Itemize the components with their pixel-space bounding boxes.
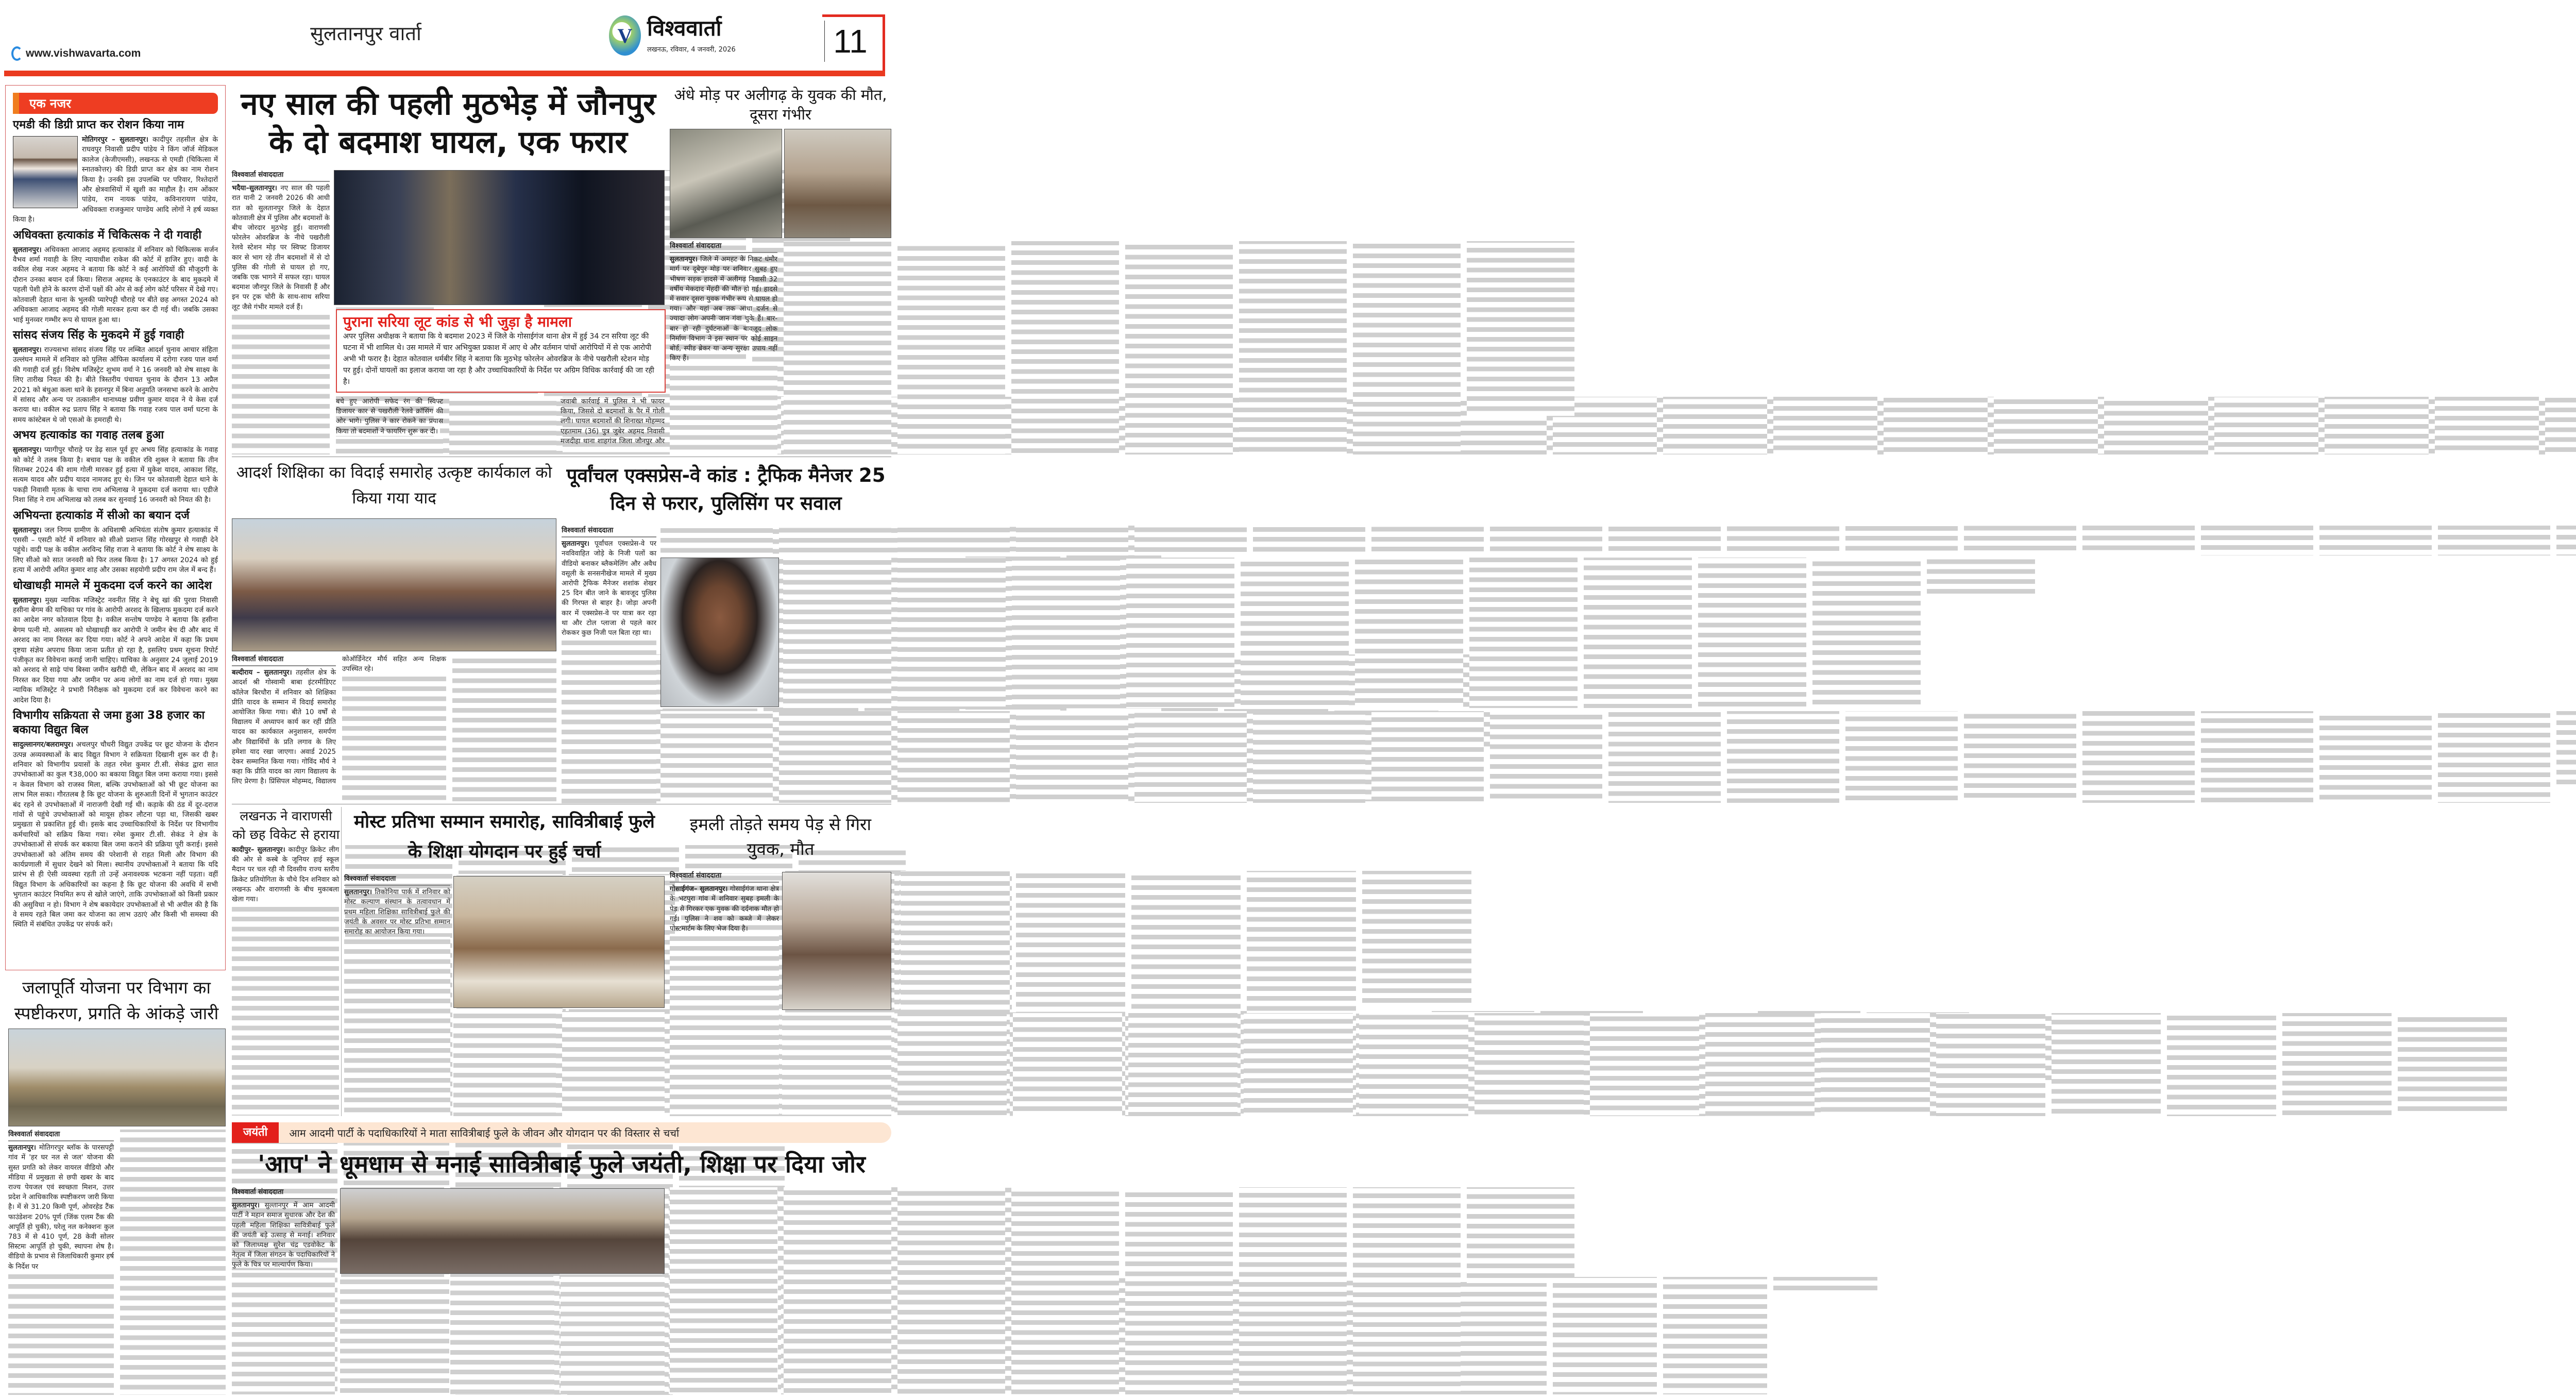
award-ceremony-photo	[453, 876, 665, 1008]
brief-text: प्यागीपुर चौराहे पर डेढ़ साल पूर्व हुए अभय सिंह हत्याकांड के गवाह को कोर्ट ने तलब किया है। बचाव पक्ष के वकील रवि शुक्ल ने बताया कि तीन सितम्बर 2024 की शाम गोली मारकर हुई हत्या में मुकेश यादव, आकाश सिंह, सत्यम यादव और प्रदीप यादव नामजद हुए थे। जिन पर कोतवाली देहात थाने के पकड़ी निवासी मृतक के चाचा राम अभिलाख ने मुकदमा दर्ज कराया था। एडीजे निशा सिंह ने राम अभिलाख को तलब कर सुनवाई 16 जनवरी को नियत की है।	[13, 446, 218, 504]
news-brief	[13, 228, 218, 325]
brief-dateline: सुलतानपुर।	[13, 245, 42, 254]
lead-story-column-1	[232, 170, 330, 454]
story-text: मोतिगरपुर ब्लॉक के पारसपट्टी गांव में 'हर घर नल से जल' योजना की सुस्त प्रगति को लेकर वायरल वीडियो और मीडिया में प्रमुखता से छपी खबर के बाद राज्य पेयजल एवं स्वच्छता मिशन, उत्तर प्रदेश ने आधिकारिक स्पष्टीकरण जारी किया है। में से 31.20 किमी पूर्ण, ओवरहेड टैंक फाउंडेशनः 20% पूर्ण (जिंक एलम टैंक की आपूर्ति हो चुकी), घरेलू नल कनेक्शनः कुल 783 में से 410 पूर्ण, 28 केवी सोलर सिस्टमः आपूर्ति हो चुकी, स्थापना शेष है। वीडियो के प्रभाव से जिलाधिकारी कुमार हर्ष के निर्देश पर	[8, 1144, 114, 1271]
sidebar-label: एक नजर	[13, 93, 218, 114]
sidebar-box	[336, 309, 666, 393]
victim-portrait-photo	[782, 872, 891, 1010]
lead-story-continued	[336, 397, 556, 454]
brief-body	[13, 526, 218, 576]
brief-text: अधिवक्ता आजाद अहमद हत्याकांड में शनिवार को चिकित्सक सर्जन वैभव शर्मा गवाही के लिए न्यायाधीश राकेश की कोर्ट में हाजिर हुए। वादी के वकील शेख नजर अहमद ने बताया कि कोर्ट ने कई आरोपियों की मौजूदगी के दौरान उनका बयान दर्ज किया। सिराज अहमद के एनकाउंटर के बाद मुकदमे में पहली पेशी होने के कारण दोनों पक्षों की ओर से कई लोग कोर्ट परिसर में देखे गए। कोतवाली देहात थाना के भुलकी प्यारेपट्टी चौराहे पर बीते छह अगस्त 2024 को अधिवक्ता आजाद अहमद की गोली मारकर हत्या कर दी गई थी। जबकि उसका भाई मुनव्वर गम्भीर रूप से घायल हुआ था।	[13, 245, 218, 324]
story-dateline: बल्दीराय – सुलतानपुर।	[232, 669, 292, 677]
news-brief	[13, 328, 218, 425]
brief-dateline: सुलतानपुर।	[13, 526, 42, 534]
brief-body	[13, 445, 218, 505]
text-filler	[660, 526, 2576, 555]
brief-dateline: सुलतानपुर।	[13, 596, 42, 604]
brand-name: विश्ववार्ता	[647, 15, 722, 41]
brief-headline: सांसद संजय सिंह के मुकदमे में हुई गवाही	[13, 328, 184, 342]
jayanti-tag: जयंती	[232, 1122, 279, 1143]
story-text: सुल्तानपुर में आम आदमी पार्टी ने महान समाज सुधारक और देश की पहली महिला शिक्षिका सावित्रीबाई फुले की जयंती बड़े उत्साह से मनाई। शनिवार को जिलाध्यक्ष सुरेश चंद्र एडवोकेट के नेतृत्व में जिला संगठन के पदाधिकारियों ने फुले के चित्र पर माल्यार्पण किया।	[232, 1202, 335, 1269]
brand-logo-icon: V	[609, 15, 641, 56]
news-brief	[13, 709, 218, 930]
expressway-body-top	[660, 526, 891, 555]
lead-text: नए साल की पहली रात यानी 2 जनवरी 2026 की आधी रात को सुलतानपुर जिले के देहात कोतवाली क्षेत्र में पुलिस और बदमाशों के बीच जोरदार मुठभेड़ हुई। वाराणसी फोरलेन ओवरब्रिज के नीचे पखरौली रेलवे स्टेशन मोड़ पर स्विफ्ट डिजायर कार से भाग रहे तीन बदमाशों में से दो पुलिस की गोली से घायल हो गए, जबकि एक भागने में सफल रहा। घायल बदमाश जौनपुर जिले के निवासी हैं और इन पर ट्रक चोरी के साथ-साथ सरिया लूट जैसे गंभीर मामले दर्ज हैं।	[232, 184, 330, 311]
brief-headline: धोखाधड़ी मामले में मुकदमा दर्ज करने का आदेश	[13, 579, 212, 592]
expressway-body	[562, 526, 656, 804]
lead-story-column-4	[561, 397, 665, 454]
page-number: 11	[824, 21, 871, 62]
most-headline: मोस्ट प्रतिभा सम्मान समारोह, सावित्रीबाई फुले के शिक्षा योगदान पर हुई चर्चा	[354, 812, 655, 862]
lead-headline: नए साल की पहली मुठभेड़ में जौनपुर के दो बदमाश घायल, एक फरार	[241, 86, 656, 160]
brief-body	[13, 245, 218, 325]
website-url[interactable]	[11, 46, 141, 61]
aap-headline: 'आप' ने धूमधाम से मनाई सावित्रीबाई फुले जयंती, शिक्षा पर दिया जोर	[258, 1150, 866, 1178]
story-dateline: कादीपुर– सुलतानपुर।	[232, 846, 285, 854]
ek-nazar-sidebar	[5, 85, 226, 970]
aap-body-continued	[340, 1277, 665, 1394]
brief-headline: अभियन्ता हत्याकांड में सीओ का बयान दर्ज	[13, 509, 190, 522]
header-divider	[4, 71, 885, 76]
brief-text: कादीपुर तहसील क्षेत्र के राघवपुर निवासी प्रदीप पांडेय ने किंग जॉर्ज मेडिकल कालेज (केजीएमसी), लखनऊ से एमडी (चिकित्सा में स्नातकोत्तर) की डिग्री प्राप्त कर क्षेत्र का नाम रोशन किया है। उनकी इस उपलब्धि पर परिवार, रिश्तेदारों और क्षेत्रवासियों में खुशी का माहौल है। राम ओंकार पांडेय, राम नायक पांडेय, कविनारायण पांडेय, अधिवक्ता राजकुमार पाण्डेय आदि लोगों ने हर्ष व्यक्त किया है।	[13, 136, 218, 224]
cricket-headline: लखनऊ ने वाराणसी को छह विकेट से हराया	[232, 809, 340, 842]
encounter-police-photo	[334, 170, 665, 305]
brief-body	[13, 345, 218, 425]
brief-dateline: मोतिगरपुर – सुलतानपुर।	[82, 136, 148, 144]
imli-headline: इमली तोड़ते समय पेड़ से गिरा युवक, मौत	[689, 814, 872, 859]
expressway-body-right	[783, 558, 891, 708]
strap-text: आम आदमी पार्टी के पदाधिकारियों ने माता सावित्रीबाई फुले के जीवन और योगदान पर की विस्तार से चर्चा	[289, 1126, 680, 1139]
box-text: अपर पुलिस अधीक्षक ने बताया कि ये बदमाश 2023 में जिले के गोसाईगंज थाना क्षेत्र में हुई 34 टन सरिया लूट की घटना में भी शामिल थे। उस मामले में चार अभियुक्त प्रकाश में आए थे और वर्तमान पांचों आरोपियों में से एक आरोपी अभी भी फरार है। देहात कोतवाल धर्मबीर सिंह ने बताया कि मुठभेड़ फोरलेन ओवरब्रिज के नीचे पखरौली स्टेशन मोड़ पर हुई। दोनों घायलों का इलाज कराया जा रहा है और उच्चाधिकारियों के निर्देश पर अग्रिम विधिक कार्रवाई की जा रही है।	[343, 332, 654, 386]
section-title: सुलतानपुर वार्ता	[310, 22, 421, 45]
byline: विश्ववार्ता संवाददाता	[562, 526, 656, 537]
imli-body	[670, 871, 779, 1116]
byline: विश्ववार्ता संवाददाता	[232, 170, 330, 182]
story-dateline: सुलतानपुर।	[8, 1144, 36, 1152]
dateline: लखनऊ, रविवार, 4 जनवरी, 2026	[647, 46, 736, 54]
water-project-site-photo	[8, 1029, 226, 1126]
water-headline: जलापूर्ति योजना पर विभाग का स्पष्टीकरण, प्रगति के आंकड़े जारी	[14, 978, 219, 1023]
lead-continuation: बचे हुए आरोपी सफेद रंग की स्विफ्ट डिजायर कार से पखरौली रेलवे क्रॉसिंग की ओर भागे। पुलिस ने कार रोकने का प्रयास किया तो बदमाशों ने फायरिंग शुरू कर दी।	[336, 398, 443, 435]
accident-car-photo	[670, 129, 782, 238]
aap-jayanti-photo	[340, 1188, 665, 1274]
brief-text: राज्यसभा सांसद संजय सिंह पर लम्बित आदर्श चुनाव आचार संहिता उल्लंघन मामले में शनिवार को पुलिस ऑफिस कार्यालय में दरोगा रजय पाल वर्मा की गवाही दर्ज हुई। विशेष मजिस्ट्रेट शुभम वर्मा ने 16 जनवरी को शेष साक्ष्य के लिए तारीख नियत की है। बीते त्रिस्तरीय पंचायत चुनाव के दौरान 13 अप्रैल 2021 को बंधुआ कला थाने के हसनपुर में बिना अनुमति जनसभा करने के आरोप में सांसद और अन्य पर तत्कालीन थानाध्यक्ष प्रवीण कुमार यादव ने ये केस दर्ज कराया था। वकील रुद्र प्रताप सिंह ने बताया कि गवाह रजय पाल वर्मा घटना के समय कांस्टेबल थे जो एसओ के हमराही थे।	[13, 345, 218, 424]
browser-e-icon	[11, 46, 23, 61]
brief-text: अचलपुर चौधरी विद्युत उपकेंद्र पर छूट योजना के दौरान उत्पन्न अव्यवस्थाओं के बाद विद्युत विभाग ने सक्रियता दिखानी शुरू कर दी है। शनिवार को विभागीय प्रयासों के तहत रमेश कुमार टी.सी. सेकंड द्वारा सात उपभोक्ताओं का कुल ₹38,000 का बकाया विद्युत बिल जमा कराया गया। इससे न केवल विभाग को राजस्व मिला, बल्कि उपभोक्ताओं को भी छूट योजना का लाभ मिल सका। गौरतलब है कि छूट योजना के शुरुआती दिनों में भुगतान काउंटर बंद रहने से उपभोक्ताओं में नाराजगी देखी गई थी। कड़ाके की ठंड में दूर-दराज गांवों से पहुंचे उपभोक्ताओं को मायूस होकर लौटना पड़ा था, जिसकी खबर प्रमुखता से प्रकाशित हुई थी। इसके बाद उच्चाधिकारियों के निर्देश पर विभागीय कर्मचारियों को सक्रिय किया गया। रमेश कुमार टी.सी. सेकंड ने क्षेत्र के उपभोक्ताओं से संपर्क कर बकाया बिल जमा कराने की प्रक्रिया पूरी कराई। इससे उपभोक्ताओं को अंतिम समय की परेशानी से राहत मिली और विभाग की कार्यप्रणाली में सुधार देखने को मिला। स्थानीय उपभोक्ताओं ने बताया कि यदि प्रारंभ से ही ऐसी व्यवस्था रहती तो उन्हें अनावश्यक भटकना नहीं पड़ता। वहीं विद्युत विभाग के अधिकारियों का कहना है कि छूट योजना की अवधि में सभी भुगतान काउंटर नियमित रूप से खोले जाएंगे, ताकि उपभोक्ताओं को किसी प्रकार की असुविधा न हो। विभाग ने शेष बकायेदार उपभोक्ताओं से भी अपील की है कि वे समय रहते बिल जमा कर योजना का लाभ उठाएं और किसी भी समस्या की स्थिति में संबंधित उपकेंद्र पर संपर्क करें।	[13, 740, 218, 929]
doctor-portrait-photo	[13, 136, 78, 208]
brief-text: जल निगम ग्रामीण के अधिशाषी अभियंता संतोष कुमार हत्याकांड में एससी – एसटी कोर्ट में शनिवार को सीओ प्रशान्त सिंह गोरखपुर से गवाही देने पहुंचे। वादी पक्ष के वकील अरविन्द सिंह राजा ने बताया कि कोर्ट ने शेष साक्ष्य के लिए सीओ को सात जनवरी को फिर तलब किया है। 17 अगस्त 2024 को हुई हत्या में आरोपी अमित कुमार शाह और उसका सहयोगी प्रदीप राम जेल में बन्द हैं।	[13, 526, 218, 575]
byline: विश्ववार्ता संवाददाता	[232, 1187, 335, 1199]
aap-body	[232, 1187, 335, 1394]
story-text: कादीपुर क्रिकेट लीग की ओर से कस्बे के जूनियर हाई स्कूल मैदान पर चल रही नौ दिवसीय राज्य स्तरीय क्रिकेट प्रतियोगिता के चौथे दिन शनिवार को लखनऊ और वाराणसी के बीच मुकाबला खेला गया।	[232, 846, 339, 904]
story-dateline: सुलतानपुर।	[344, 888, 372, 897]
farewell-ceremony-photo	[232, 518, 556, 651]
story-dateline: सुलतानपुर।	[232, 1202, 260, 1210]
brief-dateline: सुलतानपुर।	[13, 345, 42, 354]
brief-headline: अभय हत्याकांड का गवाह तलब हुआ	[13, 429, 164, 442]
byline: विश्ववार्ता संवाददाता	[670, 871, 779, 883]
brief-dateline: सुलतानपुर।	[13, 446, 42, 454]
crowd-photo	[784, 129, 891, 238]
teacher-headline: आदर्श शिक्षिका का विदाई समारोह उत्कृष्ट कार्यकाल को किया गया याद	[236, 463, 552, 508]
expressway-headline: पूर्वांचल एक्सप्रेस-वे कांड : ट्रैफिक मैनेजर 25 दिन से फरार, पुलिसिंग पर सवाल	[566, 464, 886, 514]
text-filler	[783, 558, 2035, 708]
news-brief	[13, 118, 218, 225]
story-text: गोसाईगंज थाना क्षेत्र के भटपुरा गांव में शनिवार सुबह इमली के पेड़ से गिरकर एक युवक की दर्दनाक मौत हो गई। पुलिस ने शव को कब्जे में लेकर पोस्टमार्टम के लिए भेज दिया है।	[670, 885, 779, 933]
text-filler	[660, 711, 2576, 803]
most-body	[344, 874, 450, 1116]
byline: विश्ववार्ता संवाददाता	[232, 654, 336, 666]
website-url-text: www.vishwavarta.com	[26, 47, 141, 59]
news-brief	[13, 428, 218, 505]
news-brief	[13, 509, 218, 576]
byline: विश्ववार्ता संवाददाता	[670, 241, 777, 253]
column-rule	[341, 807, 342, 1116]
masthead	[609, 15, 736, 56]
lead-continuation: जवाबी कार्रवाई में पुलिस ने भी फायर किया, जिससे दो बदमाशों के पैर में गोली लगी। घायल बदमाशों की शिनाख्त मोहम्मद एहतमाम (36) पुत्र जुबेर अहमद निवासी मजदीहा थाना शाहगंज जिला जौनपुर और	[561, 398, 665, 445]
aligarh-headline: अंधे मोड़ पर अलीगढ़ के युवक की मौत, दूसरा गंभीर	[674, 86, 887, 123]
teacher-body	[232, 654, 556, 801]
accused-portrait-photo	[660, 558, 779, 707]
brief-body	[13, 740, 218, 930]
story-dateline: सुलतानपुर।	[670, 256, 698, 264]
brief-headline: अधिवक्ता हत्याकांड में चिकित्सक ने दी गवाही	[13, 228, 201, 242]
aligarh-body	[670, 241, 891, 454]
most-body-continued	[453, 1011, 665, 1116]
byline: विश्ववार्ता संवाददाता	[8, 1130, 114, 1141]
water-body	[8, 1130, 226, 1395]
brief-headline: एमडी की डिग्री प्राप्त कर रोशन किया नाम	[13, 119, 184, 131]
story-dateline: सुलतानपुर।	[562, 540, 589, 548]
text-filler	[782, 1013, 2507, 1116]
box-title: पुराना सरिया लूट कांड से भी जुड़ा है मामला	[343, 313, 572, 330]
news-brief	[13, 579, 218, 705]
aap-body-right	[670, 1187, 891, 1394]
story-text: जिले में अमहट के निकट धंमौर मार्ग पर दूबेपुर मोड़ पर शनिवार सुबह हुए भीषण सड़क हादसे में अलीगढ़ निवासी 32 वर्षीय मेकदाद मेंहदी की मौत हो गई। हादसे में सवार दूसरा युवक गंभीर रूप से घायल हो गया। और यहां अब तक आधा दर्जन से ज्यादा लोग अपनी जान गंवा चुके हैं। बार-बार हो रही दुर्घटनाओं के बावजूद लोक निर्माण विभाग ने इस स्थान पर कोई साइन बोर्ड, स्पीड ब्रेकर या अन्य सुरक्षा उपाय नहीं किए हैं।	[670, 256, 777, 363]
brief-dateline: सादुल्लानगर/बलरामपुर।	[13, 740, 74, 749]
story-text: तिकोनिया पार्क में शनिवार को मोस्ट कल्याण संस्थान के तत्वावधान में प्रथम महिला शिक्षिका सावित्रीबाई फुले की जयंती के अवसर पर मोस्ट प्रतिभा सम्मान समारोह का आयोजन किया गया।	[344, 888, 450, 936]
lead-dateline: भदैया–सुलतानपुर।	[232, 184, 277, 193]
story-text: पूर्वांचल एक्सप्रेस-वे पर नवविवाहित जोड़े के निजी पलों का वीडियो बनाकर ब्लैकमेलिंग और अवैध वसूली के सनसनीखेज मामले में मुख्य आरोपी ट्रैफिक मैनेजर शशांक शेखर 25 दिन बीत जाने के बावजूद पुलिस की गिरफ्त से बाहर है। जोड़ा अपनी कार में एक्सप्रेस-वे पर यात्रा कर रहा था और टोल प्लाजा से पहले कार रोककर कुछ निजी पल बिता रहा था।	[562, 540, 656, 637]
byline: विश्ववार्ता संवाददाता	[344, 874, 450, 886]
brief-body	[13, 596, 218, 705]
imli-body-continued	[782, 1013, 891, 1116]
story-dateline: गोसाईगंज– सुलतानपुर।	[670, 885, 728, 894]
cricket-body	[232, 845, 339, 1116]
story-text: तहसील क्षेत्र के आदर्श श्री गोस्वामी बाबा इंटरमीडिएट कॉलेज बिरधौरा में शनिवार को शिक्षिका प्रीति यादव के सम्मान में विदाई समारोह आयोजित किया गया। बीते 10 वर्षों से विद्यालय में अध्यापन कार्य कर रहीं प्रीति यादव का कार्यकाल अनुशासन, समर्पण और विद्यार्थियों के प्रति लगाव के लिए हमेशा याद रखा जाएगा। अवार्ड 2025 देकर सम्मानित किया गया। गोविंद मौर्य ने कहा कि प्रीति यादव का त्याग विद्यालय के लिए प्रेरणा है। प्रिंसिपल मोहम्मद, विद्यालय कोऑर्डिनेटर मौर्य सहित अन्य शिक्षक उपस्थित रहे।	[232, 655, 446, 786]
brief-text: मुख्य न्यायिक मजिस्ट्रेट नवनीत सिंह ने बेचू खां की पुरवा निवासी हसीना बेगम की याचिका पर गांव के आरोपी अरशद के खिलाफ मुकदमा दर्ज करने का आदेश नगर कोतवाल दिया है। वकील सन्तोष पाण्डेय ने बताया कि हसीना बेगम पत्नी मो. असलम को धोखाधड़ी कर आरोपी ने जमीन बेच दी और बाद में अरशद का नाम निरस्त कर दिया गया। कोर्ट ने अपने आदेश में कहा कि प्रथम दृष्टया संज्ञेय अपराध किया जाना प्रतीत हो रहा है, इसलिए प्रथम सूचना रिपोर्ट पंजीकृत कर विवेचना कराई जानी चाहिए। याचिका के अनुसार 24 जुलाई 2019 को अरशद से साढ़े पांच बिस्वा जमीन खरीदी थी, लेकिन बाद में अरशद का नाम निरस्त कर दिया गया और जमीन पर अन्य लोगों का नाम दर्ज हो गया। मुख्य न्यायिक मजिस्ट्रेट ने प्रभारी निरीक्षक को मुकदमा दर्ज कर विवेचना करने का आदेश दिया है।	[13, 596, 218, 704]
expressway-body-bottom	[660, 711, 891, 803]
brief-headline: विभागीय सक्रियता से जमा हुआ 38 हजार का बकाया विद्युत बिल	[13, 709, 205, 737]
jayanti-strap	[232, 1122, 891, 1143]
